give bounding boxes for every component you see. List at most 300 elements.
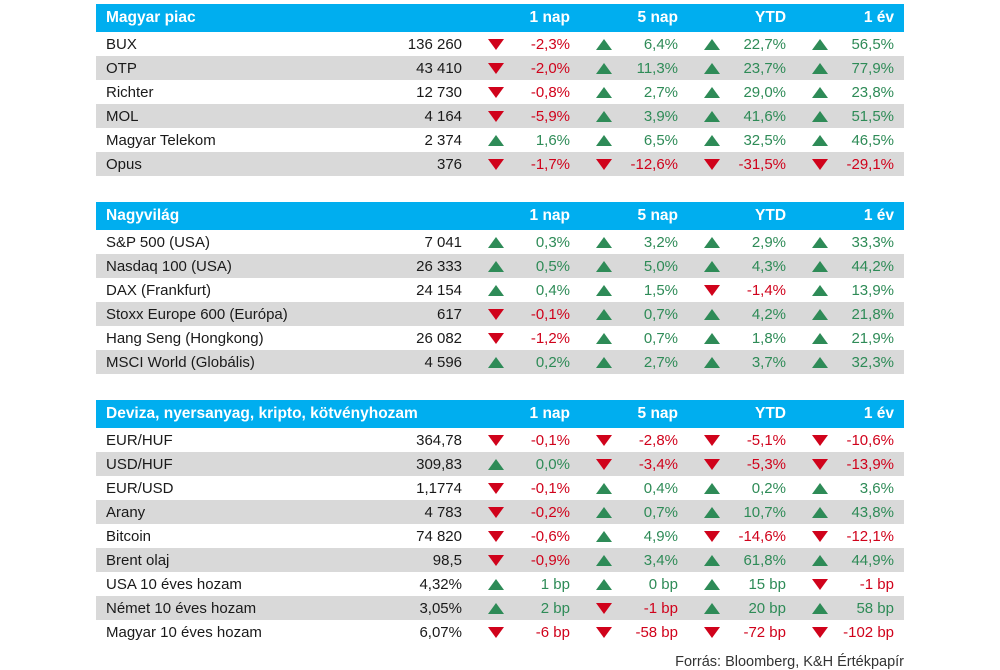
instrument-name: Brent olaj (96, 548, 348, 572)
change-cell (796, 56, 904, 80)
change-cell (796, 80, 904, 104)
instrument-name: Arany (96, 500, 348, 524)
arrow-down-icon (812, 579, 828, 590)
table-row (96, 452, 904, 476)
change-value: 0,7% (643, 305, 679, 323)
change-cell (580, 230, 688, 254)
change-value: 4,2% (751, 305, 787, 323)
table-row (96, 278, 904, 302)
column-header: YTD (688, 202, 796, 230)
arrow-up-icon (488, 135, 504, 146)
change-cell (580, 104, 688, 128)
arrow-up-icon (812, 87, 828, 98)
change-cell (688, 428, 796, 452)
instrument-value: 12 730 (348, 80, 472, 104)
table-row (96, 254, 904, 278)
change-value: 32,3% (851, 353, 895, 371)
change-value: 13,9% (851, 281, 895, 299)
change-value: -0,1% (530, 305, 571, 323)
change-cell (472, 428, 580, 452)
change-cell (796, 32, 904, 56)
instrument-name: Bitcoin (96, 524, 348, 548)
change-value: -58 bp (635, 623, 678, 641)
table-row (96, 428, 904, 452)
change-value: -1 bp (859, 575, 894, 593)
change-value: -31,5% (738, 155, 787, 173)
change-value: 0,2% (535, 353, 571, 371)
change-value: 0,7% (643, 503, 678, 521)
arrow-up-icon (596, 63, 612, 74)
arrow-up-icon (596, 39, 612, 50)
change-value: 20 bp (748, 599, 786, 617)
table-row (96, 302, 904, 326)
change-cell (796, 596, 904, 620)
change-cell (472, 476, 580, 500)
instrument-value: 364,78 (348, 428, 472, 452)
change-cell (580, 596, 688, 620)
column-header: 5 nap (580, 4, 688, 32)
change-cell (472, 152, 580, 176)
change-cell (580, 350, 688, 374)
change-cell (580, 254, 688, 278)
change-value: -0,2% (530, 503, 570, 521)
instrument-value: 136 260 (348, 32, 472, 56)
change-value: 0,4% (535, 281, 571, 299)
column-header: YTD (688, 4, 796, 32)
change-cell (688, 278, 796, 302)
change-cell (472, 32, 580, 56)
arrow-down-icon (704, 159, 720, 170)
instrument-name: S&P 500 (USA) (96, 230, 348, 254)
arrow-up-icon (596, 111, 612, 122)
arrow-up-icon (488, 357, 504, 368)
change-value: 11,3% (636, 59, 679, 77)
arrow-down-icon (812, 435, 828, 446)
arrow-down-icon (488, 63, 504, 74)
change-cell (472, 350, 580, 374)
change-cell (580, 32, 688, 56)
instrument-value: 4,32% (348, 572, 472, 596)
change-cell (472, 326, 580, 350)
change-cell (688, 620, 796, 644)
arrow-up-icon (596, 135, 612, 146)
arrow-up-icon (704, 555, 720, 566)
instrument-value: 43 410 (348, 56, 472, 80)
change-cell (580, 128, 688, 152)
change-cell (472, 80, 580, 104)
change-cell (472, 548, 580, 572)
change-cell (796, 326, 904, 350)
change-value: 6,5% (643, 131, 679, 149)
table-row (96, 548, 904, 572)
change-cell (796, 230, 904, 254)
change-value: 6,4% (643, 35, 679, 53)
arrow-up-icon (812, 333, 828, 344)
change-cell (580, 620, 688, 644)
change-cell (796, 350, 904, 374)
change-value: -1,2% (530, 329, 571, 347)
change-cell (580, 524, 688, 548)
arrow-up-icon (812, 237, 828, 248)
instrument-name: DAX (Frankfurt) (96, 278, 348, 302)
change-cell (688, 152, 796, 176)
arrow-up-icon (812, 285, 828, 296)
arrow-down-icon (488, 159, 504, 170)
arrow-up-icon (596, 357, 612, 368)
change-value: 0,5% (535, 257, 571, 275)
arrow-up-icon (812, 39, 828, 50)
change-value: -102 bp (843, 623, 894, 641)
change-cell (796, 128, 904, 152)
arrow-up-icon (596, 531, 612, 542)
arrow-down-icon (488, 531, 504, 542)
change-cell (580, 548, 688, 572)
instrument-value: 376 (348, 152, 472, 176)
table-header-row (96, 400, 904, 428)
change-cell (472, 596, 580, 620)
change-value: 4,9% (643, 527, 678, 545)
change-value: -13,9% (846, 455, 894, 473)
instrument-value: 7 041 (348, 230, 472, 254)
arrow-up-icon (488, 459, 504, 470)
instrument-name: Richter (96, 80, 348, 104)
change-cell (796, 548, 904, 572)
change-cell (472, 128, 580, 152)
change-value: 0,7% (643, 329, 679, 347)
column-header: 5 nap (580, 400, 688, 428)
change-cell (472, 302, 580, 326)
instrument-name: Opus (96, 152, 348, 176)
column-header: 1 nap (472, 202, 580, 230)
arrow-down-icon (812, 159, 828, 170)
change-value: -0,8% (530, 83, 571, 101)
instrument-value: 3,05% (348, 596, 472, 620)
change-cell (796, 476, 904, 500)
market-table (96, 202, 904, 374)
change-value: -5,3% (746, 455, 786, 473)
arrow-down-icon (596, 603, 612, 614)
arrow-down-icon (596, 627, 612, 638)
table-title: Magyar piac (96, 4, 472, 32)
table-row (96, 596, 904, 620)
instrument-name: Német 10 éves hozam (96, 596, 348, 620)
arrow-up-icon (812, 483, 828, 494)
arrow-down-icon (704, 435, 720, 446)
arrow-up-icon (488, 237, 504, 248)
change-cell (472, 524, 580, 548)
change-value: 41,6% (743, 107, 787, 125)
change-cell (688, 572, 796, 596)
table-block (96, 4, 904, 176)
column-header: 1 nap (472, 4, 580, 32)
instrument-value: 4 596 (348, 350, 472, 374)
arrow-up-icon (812, 555, 828, 566)
instrument-name: MSCI World (Globális) (96, 350, 348, 374)
change-cell (580, 56, 688, 80)
arrow-down-icon (488, 555, 504, 566)
arrow-up-icon (488, 603, 504, 614)
arrow-up-icon (812, 111, 828, 122)
table-row (96, 620, 904, 644)
arrow-up-icon (704, 111, 720, 122)
arrow-up-icon (812, 507, 828, 518)
change-cell (796, 572, 904, 596)
instrument-value: 74 820 (348, 524, 472, 548)
change-value: 77,9% (851, 59, 895, 77)
change-value: 33,3% (851, 233, 895, 251)
arrow-up-icon (596, 285, 612, 296)
change-cell (688, 56, 796, 80)
arrow-up-icon (596, 579, 612, 590)
change-cell (580, 80, 688, 104)
change-cell (688, 350, 796, 374)
change-value: 43,8% (851, 503, 894, 521)
instrument-value: 98,5 (348, 548, 472, 572)
change-value: 0,0% (535, 455, 570, 473)
table-block (96, 202, 904, 374)
change-value: 61,8% (743, 551, 786, 569)
arrow-up-icon (596, 483, 612, 494)
change-cell (472, 572, 580, 596)
table-row (96, 524, 904, 548)
arrow-down-icon (488, 39, 504, 50)
arrow-up-icon (488, 261, 504, 272)
change-cell (580, 278, 688, 302)
change-cell (688, 32, 796, 56)
change-value: 0,3% (535, 233, 571, 251)
table-row (96, 572, 904, 596)
column-header: 1 év (796, 4, 904, 32)
arrow-up-icon (704, 87, 720, 98)
instrument-name: BUX (96, 32, 348, 56)
instrument-name: EUR/USD (96, 476, 348, 500)
arrow-up-icon (596, 333, 612, 344)
change-cell (796, 302, 904, 326)
change-value: -5,9% (530, 107, 571, 125)
change-value: -3,4% (638, 455, 678, 473)
change-cell (472, 104, 580, 128)
change-value: -10,6% (846, 431, 894, 449)
arrow-down-icon (488, 483, 504, 494)
arrow-down-icon (596, 435, 612, 446)
arrow-up-icon (596, 261, 612, 272)
arrow-up-icon (812, 603, 828, 614)
arrow-up-icon (704, 261, 720, 272)
change-value: 21,8% (851, 305, 895, 323)
instrument-name: MOL (96, 104, 348, 128)
arrow-up-icon (596, 507, 612, 518)
change-value: -12,1% (846, 527, 894, 545)
arrow-down-icon (596, 159, 612, 170)
table-row (96, 326, 904, 350)
table-row (96, 350, 904, 374)
change-value: -72 bp (743, 623, 786, 641)
change-value: 1 bp (540, 575, 570, 593)
arrow-up-icon (596, 237, 612, 248)
change-cell (580, 326, 688, 350)
arrow-down-icon (704, 459, 720, 470)
arrow-up-icon (812, 309, 828, 320)
arrow-up-icon (704, 507, 720, 518)
change-value: -6 bp (535, 623, 570, 641)
arrow-down-icon (812, 459, 828, 470)
arrow-up-icon (704, 357, 720, 368)
market-table (96, 400, 904, 644)
change-cell (796, 452, 904, 476)
column-header: 1 év (796, 400, 904, 428)
arrow-down-icon (596, 459, 612, 470)
table-row (96, 152, 904, 176)
change-value: 58 bp (856, 599, 894, 617)
column-header: 1 év (796, 202, 904, 230)
instrument-value: 6,07% (348, 620, 472, 644)
arrow-down-icon (812, 627, 828, 638)
change-value: 2,9% (751, 233, 787, 251)
arrow-down-icon (488, 333, 504, 344)
change-cell (796, 620, 904, 644)
market-table (96, 4, 904, 176)
instrument-name: EUR/HUF (96, 428, 348, 452)
arrow-up-icon (596, 309, 612, 320)
change-value: -5,1% (746, 431, 786, 449)
change-cell (688, 128, 796, 152)
change-value: 46,5% (851, 131, 895, 149)
change-value: 44,9% (851, 551, 894, 569)
arrow-up-icon (704, 237, 720, 248)
arrow-up-icon (704, 603, 720, 614)
instrument-value: 24 154 (348, 278, 472, 302)
change-cell (688, 104, 796, 128)
change-value: 0,2% (751, 479, 786, 497)
change-value: -2,8% (638, 431, 678, 449)
table-row (96, 56, 904, 80)
change-value: 23,7% (743, 59, 787, 77)
source-note: Forrás: Bloomberg, K&H Értékpapír (675, 654, 904, 670)
change-value: 3,2% (643, 233, 679, 251)
arrow-down-icon (704, 285, 720, 296)
instrument-value: 2 374 (348, 128, 472, 152)
table-row (96, 476, 904, 500)
change-cell (688, 326, 796, 350)
change-value: -12,6% (630, 155, 679, 173)
instrument-value: 309,83 (348, 452, 472, 476)
change-cell (688, 302, 796, 326)
change-value: 21,9% (851, 329, 895, 347)
change-cell (688, 500, 796, 524)
arrow-up-icon (812, 261, 828, 272)
change-cell (796, 104, 904, 128)
change-cell (688, 548, 796, 572)
arrow-down-icon (812, 531, 828, 542)
arrow-down-icon (704, 627, 720, 638)
change-cell (796, 428, 904, 452)
change-cell (580, 452, 688, 476)
arrow-down-icon (488, 309, 504, 320)
column-header: YTD (688, 400, 796, 428)
arrow-down-icon (488, 87, 504, 98)
table-row (96, 230, 904, 254)
table-row (96, 128, 904, 152)
change-value: -0,6% (530, 527, 570, 545)
change-cell (580, 572, 688, 596)
change-value: -1,4% (746, 281, 787, 299)
change-value: 29,0% (743, 83, 787, 101)
change-value: 51,5% (851, 107, 895, 125)
change-value: 1,5% (643, 281, 679, 299)
change-value: 3,6% (859, 479, 894, 497)
change-cell (796, 254, 904, 278)
change-value: 3,7% (751, 353, 787, 371)
change-value: -14,6% (738, 527, 786, 545)
change-cell (688, 230, 796, 254)
instrument-name: Nasdaq 100 (USA) (96, 254, 348, 278)
change-cell (688, 596, 796, 620)
column-header: 5 nap (580, 202, 688, 230)
change-cell (580, 428, 688, 452)
table-row (96, 32, 904, 56)
change-cell (580, 302, 688, 326)
arrow-up-icon (704, 483, 720, 494)
change-value: -2,3% (530, 35, 571, 53)
arrow-up-icon (488, 579, 504, 590)
change-value: -0,9% (530, 551, 570, 569)
change-value: -2,0% (530, 59, 571, 77)
arrow-up-icon (488, 285, 504, 296)
arrow-up-icon (812, 63, 828, 74)
change-value: 2 bp (540, 599, 570, 617)
change-value: 5,0% (643, 257, 679, 275)
change-value: -1 bp (643, 599, 678, 617)
arrow-up-icon (704, 63, 720, 74)
change-value: -0,1% (530, 479, 570, 497)
arrow-down-icon (488, 627, 504, 638)
arrow-up-icon (704, 333, 720, 344)
change-cell (796, 500, 904, 524)
arrow-down-icon (488, 507, 504, 518)
change-value: 2,7% (643, 353, 679, 371)
instrument-name: USD/HUF (96, 452, 348, 476)
change-value: -0,1% (530, 431, 570, 449)
change-cell (796, 278, 904, 302)
change-cell (472, 230, 580, 254)
change-cell (688, 80, 796, 104)
change-value: 3,9% (643, 107, 679, 125)
table-title: Deviza, nyersanyag, kripto, kötvényhozam (96, 400, 472, 428)
change-cell (796, 524, 904, 548)
change-value: 15 bp (748, 575, 786, 593)
instrument-value: 4 164 (348, 104, 472, 128)
change-value: 2,7% (643, 83, 679, 101)
table-row (96, 500, 904, 524)
instrument-value: 1,1774 (348, 476, 472, 500)
change-value: -1,7% (530, 155, 571, 173)
tables-container (96, 4, 904, 644)
arrow-down-icon (488, 111, 504, 122)
arrow-down-icon (704, 531, 720, 542)
change-value: 23,8% (851, 83, 895, 101)
arrow-up-icon (596, 87, 612, 98)
change-value: 0,4% (643, 479, 678, 497)
change-value: -29,1% (846, 155, 895, 173)
table-row (96, 104, 904, 128)
arrow-up-icon (704, 579, 720, 590)
column-header: 1 nap (472, 400, 580, 428)
change-value: 44,2% (851, 257, 895, 275)
change-cell (688, 524, 796, 548)
instrument-name: Magyar 10 éves hozam (96, 620, 348, 644)
instrument-value: 26 082 (348, 326, 472, 350)
change-cell (472, 278, 580, 302)
